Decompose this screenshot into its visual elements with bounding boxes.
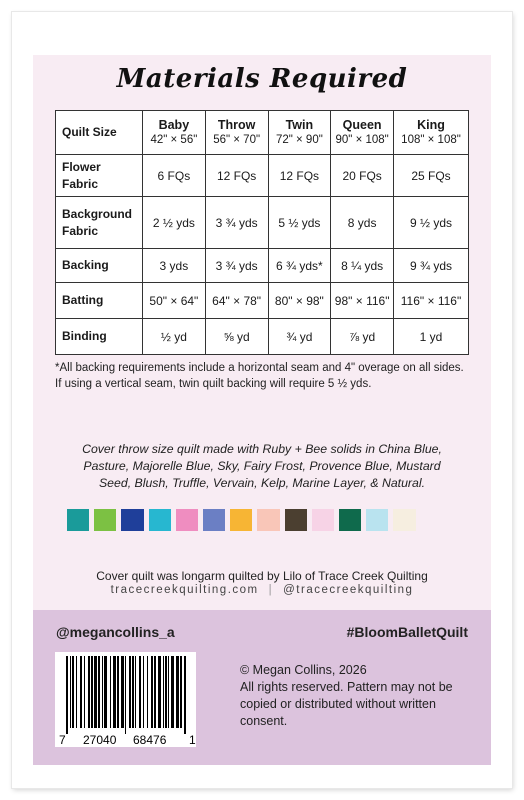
table-cell: 9 ½ yds — [394, 197, 469, 249]
credit-links — [33, 584, 491, 596]
barcode-bar — [132, 656, 134, 728]
table-cell: ⅞ yd — [331, 319, 394, 355]
table-cell: 12 FQs — [268, 155, 331, 197]
table-cell: 25 FQs — [394, 155, 469, 197]
barcode-bar — [154, 656, 156, 728]
color-swatch — [149, 509, 171, 531]
barcode-bar — [184, 656, 186, 734]
barcode-bar — [121, 656, 124, 728]
table-row — [56, 283, 469, 319]
row-label: Flower Fabric — [56, 155, 143, 197]
color-swatch — [312, 509, 334, 531]
barcode-bar — [171, 656, 174, 728]
table-header-row — [56, 111, 469, 155]
barcode-bar — [180, 656, 182, 728]
barcode-bar — [76, 656, 77, 728]
barcode-bar — [91, 656, 93, 728]
table-cell: 1 yd — [394, 319, 469, 355]
color-swatch — [393, 509, 415, 531]
barcode-bar — [88, 656, 90, 728]
size-header: Queen 90" × 108" — [331, 111, 394, 155]
note-line: *All backing requirements include a horizontal seam and 4" overage on all sides. — [55, 362, 464, 374]
instagram-handle[interactable]: @megancollins_a — [56, 624, 175, 640]
color-swatch — [203, 509, 225, 531]
color-swatch — [230, 509, 252, 531]
barcode-digits: 27040 — [83, 733, 117, 747]
size-header: Throw 56" × 70" — [205, 111, 268, 155]
barcode-bar — [158, 656, 161, 728]
color-swatch — [176, 509, 198, 531]
table-cell: 5 ½ yds — [268, 197, 331, 249]
table-cell: 6 FQs — [143, 155, 206, 197]
size-header: Baby 42" × 56" — [143, 111, 206, 155]
instagram-link[interactable]: @tracecreekquilting — [283, 584, 414, 596]
row-label: Backing — [56, 249, 143, 283]
size-header: King 108" × 108" — [394, 111, 469, 155]
note-line: If using a vertical seam, twin quilt backing will require 5 ½ yds. — [55, 378, 372, 390]
table-cell: 8 ¼ yds — [331, 249, 394, 283]
materials-table — [55, 110, 469, 355]
copyright-line: copied or distributed without written — [240, 697, 436, 711]
barcode-bar — [70, 656, 71, 728]
color-swatch — [121, 509, 143, 531]
barcode — [55, 652, 196, 747]
barcode-digits: 1 — [189, 733, 196, 747]
color-swatch — [67, 509, 89, 531]
barcode-bar — [168, 656, 169, 728]
table-cell: 20 FQs — [331, 155, 394, 197]
barcode-bar — [139, 656, 141, 728]
color-swatch — [285, 509, 307, 531]
barcode-bar — [104, 656, 107, 728]
barcode-bar — [151, 656, 153, 728]
quilt-hashtag: #BloomBalletQuilt — [346, 624, 468, 640]
cover-line: Pasture, Majorelle Blue, Sky, Fairy Frost, Provence Blue, Mustard — [83, 459, 441, 473]
copyright-line: All rights reserved. Pattern may not be — [240, 680, 453, 694]
row-label: Batting — [56, 283, 143, 319]
table-cell: 50" × 64" — [143, 283, 206, 319]
barcode-bar — [125, 656, 126, 734]
barcode-bar — [80, 656, 82, 728]
link-separator: | — [268, 584, 274, 596]
table-cell: 8 yds — [331, 197, 394, 249]
color-swatch — [257, 509, 279, 531]
table-cell: 12 FQs — [205, 155, 268, 197]
barcode-digits: 68476 — [133, 733, 167, 747]
table-row — [56, 155, 469, 197]
table-cell: 2 ½ yds — [143, 197, 206, 249]
barcode-bar — [135, 656, 136, 728]
barcode-bar — [143, 656, 144, 728]
table-cell: 9 ¾ yds — [394, 249, 469, 283]
color-swatch — [366, 509, 388, 531]
color-swatch — [339, 509, 361, 531]
barcode-bar — [163, 656, 164, 728]
barcode-bar — [102, 656, 103, 728]
barcode-bar — [98, 656, 100, 728]
page-title: Materials Required — [116, 64, 408, 94]
size-header: Twin 72" × 90" — [268, 111, 331, 155]
barcode-bar — [117, 656, 119, 728]
table-row — [56, 249, 469, 283]
barcode-bar — [129, 656, 131, 728]
barcode-bar — [110, 656, 111, 728]
table-cell: 64" × 78" — [205, 283, 268, 319]
color-swatch — [94, 509, 116, 531]
table-cell: 116" × 116" — [394, 283, 469, 319]
table-cell: 98" × 116" — [331, 283, 394, 319]
row-label: Binding — [56, 319, 143, 355]
table-cell: 6 ¾ yds* — [268, 249, 331, 283]
row-label: Background Fabric — [56, 197, 143, 249]
table-row — [56, 319, 469, 355]
website-link[interactable]: tracecreekquilting.com — [110, 584, 259, 596]
cover-description — [58, 441, 466, 492]
table-cell: ¾ yd — [268, 319, 331, 355]
table-cell: 3 ¾ yds — [205, 197, 268, 249]
cover-line: Cover throw size quilt made with Ruby + Bee solids in China Blue, — [82, 442, 442, 456]
table-cell: ½ yd — [143, 319, 206, 355]
backing-note — [55, 360, 475, 392]
barcode-bar — [94, 656, 97, 728]
table-cell: ⅝ yd — [205, 319, 268, 355]
copyright-line: © Megan Collins, 2026 — [240, 663, 367, 677]
copyright-line: consent. — [240, 714, 288, 728]
fabric-swatches — [67, 509, 416, 531]
table-row — [56, 197, 469, 249]
copyright-block — [240, 662, 480, 730]
table-cell: 80" × 98" — [268, 283, 331, 319]
barcode-bar — [176, 656, 179, 728]
barcode-digits: 7 — [59, 733, 66, 747]
barcode-bar — [165, 656, 167, 728]
barcode-bar — [72, 656, 74, 728]
table-cell: 3 ¾ yds — [205, 249, 268, 283]
barcode-bar — [113, 656, 116, 728]
barcode-bar — [147, 656, 148, 728]
table-cell: 3 yds — [143, 249, 206, 283]
barcode-graphic — [55, 652, 196, 747]
barcode-bar — [66, 656, 68, 734]
quilted-by-credit: Cover quilt was longarm quilted by Lilo of Trace Creek Quilting — [96, 569, 428, 583]
barcode-bar — [84, 656, 85, 728]
quilt-size-header: Quilt Size — [56, 111, 143, 155]
cover-line: Seed, Blush, Truffle, Vervain, Kelp, Marine Layer, & Natural. — [98, 476, 426, 490]
